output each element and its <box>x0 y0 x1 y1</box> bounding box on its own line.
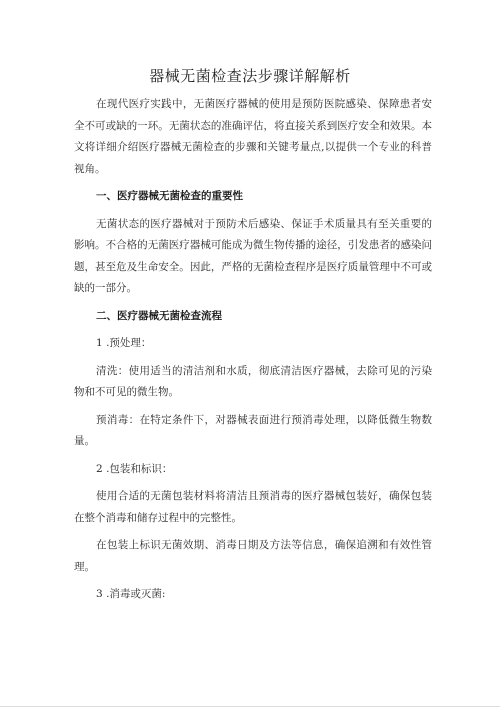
step-item-cleaning: 清洗：使用适当的清洁剂和水质，彻底清洁医疗器械，去除可见的污染物和不可见的微生物。 <box>74 364 432 398</box>
document-body <box>74 94 432 612</box>
step-item-predisinfection: 预消毒：在特定条件下，对器械表面进行预消毒处理，以降低微生物数量。 <box>74 413 432 447</box>
section-heading-importance: 一、医疗器械无菌检查的重要性 <box>96 190 244 202</box>
step-item-packaging: 使用合适的无菌包装材料将清洁且预消毒的医疗器械包装好，确保包装在整个消毒和储存过程中的完整性。 <box>74 490 432 524</box>
step-item-labeling: 在包装上标识无菌效期、消毒日期及方法等信息，确保追溯和有效性管理。 <box>74 539 432 573</box>
step-label-packaging: 2 .包装和标识： <box>96 462 173 475</box>
step-label-sterilization: 3 .消毒或灭菌: <box>96 588 166 600</box>
intro-paragraph: 在现代医疗实践中，无菌医疗器械的使用是预防医院感染、保障患者安全不可或缺的一环。无菌状态的准确评估，将直接关系到医疗安全和效果。本文将详细介绍医疗器械无菌检查的步骤和关键考量点,以提供一个专业的科普视角。 <box>74 98 432 175</box>
importance-paragraph: 无菌状态的医疗器械对于预防术后感染、保证手术质量具有至关重要的影响。不合格的无菌医疗器械可能成为微生物传播的途径，引发患者的感染问题，甚至危及生命安全。因此，严格的无菌检查程序是医疗质量管理中不可或缺的一部分。 <box>74 217 432 294</box>
section-heading-process: 二、医疗器械无菌检查流程 <box>96 309 223 322</box>
document-title: 器械无菌检查法步骤详解解析 <box>149 67 351 85</box>
step-label-preprocessing: 1 .预处理： <box>96 337 152 349</box>
